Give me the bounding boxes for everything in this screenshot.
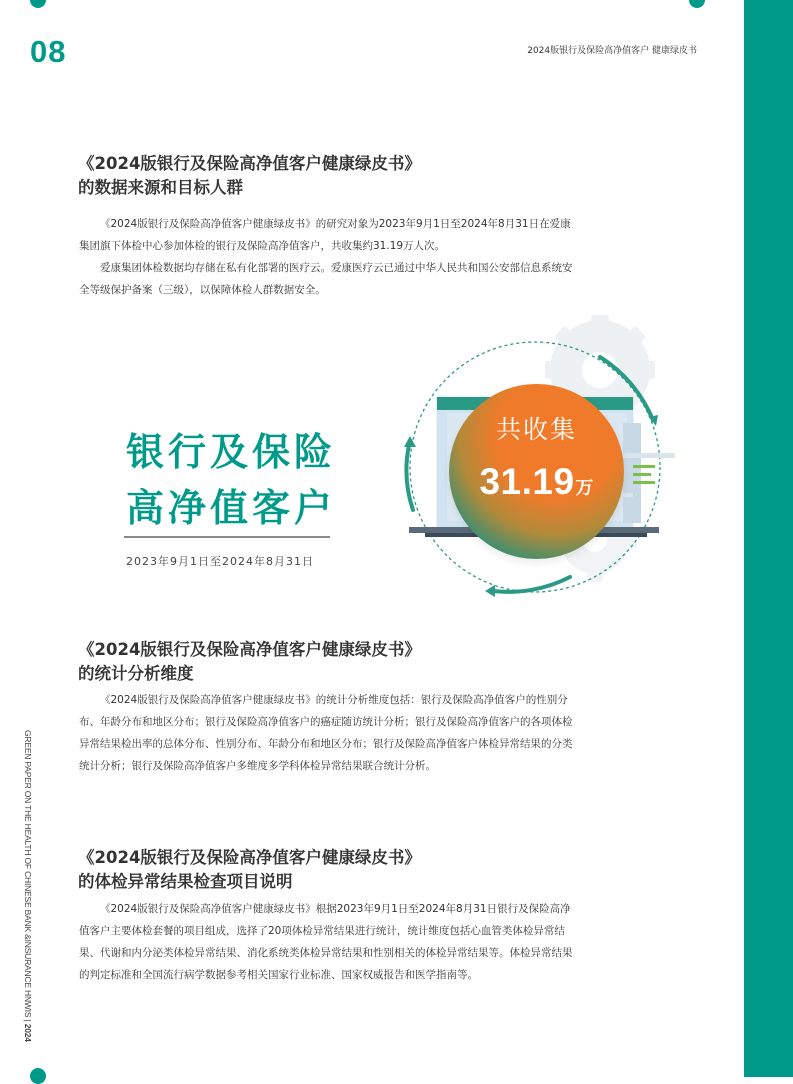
corner-dot-top-left xyxy=(30,0,46,8)
section-1-body xyxy=(79,213,575,301)
section-3-title-line2: 的体检异常结果检查项目说明 xyxy=(78,872,293,891)
hero-date-range: 2023年9月1日至2024年8月31日 xyxy=(126,555,314,568)
decorative-side-bar xyxy=(744,0,793,1077)
section-2-title-line2: 的统计分析维度 xyxy=(78,664,194,683)
corner-dot-bottom-left xyxy=(30,1068,46,1084)
stat-value-number: 31.19 xyxy=(479,461,575,502)
section-1-title-line2: 的数据来源和目标人群 xyxy=(78,178,243,197)
arrow-left-icon xyxy=(406,445,413,510)
hero-divider xyxy=(124,536,330,538)
section-1-title xyxy=(78,152,421,200)
stat-circle-label: 共收集 xyxy=(495,415,577,444)
hero-title-line2: 高净值客户 xyxy=(126,486,337,530)
section-3-title-line1: 《2024版银行及保险高净值客户健康绿皮书》 xyxy=(78,848,421,867)
vertical-caption-text: GREEN PAPER ON THE HEALTH OF CHINESE BANK &INSURANCE HNWIS xyxy=(23,730,33,1018)
section-3-body xyxy=(79,898,575,986)
section-2-body xyxy=(79,689,575,777)
section-1-paragraph: 爱康集团体检数据均存储在私有化部署的医疗云。爱康医疗云已通过中华人民共和国公安部信息系统安全等级保护备案（三级），以保障体检人群数据安全。 xyxy=(79,262,573,296)
corner-dot-top-right xyxy=(689,0,705,8)
running-header: 2024版银行及保险高净值客户 健康绿皮书 xyxy=(527,46,697,56)
section-2-title xyxy=(78,638,421,686)
arrow-bottom-icon xyxy=(493,577,570,592)
vertical-caption-year: 2024 xyxy=(23,1023,33,1042)
section-1-title-line1: 《2024版银行及保险高净值客户健康绿皮书》 xyxy=(78,154,421,173)
section-2-paragraph: 《2024版银行及保险高净值客户健康绿皮书》的统计分析维度包括：银行及保险高净值客户的性别分布、年龄分布和地区分布；银行及保险高净值客户的癌症随访统计分析；银行及保险高净值客户的各项体检异常结果检出率的总体分布、性别分布、年龄分布和地区分布；银行及保险高净值客户体检异常结果的分类统计分析；银行及保险高净值客户多维度多学科体检异常结果联合统计分析。 xyxy=(79,694,573,772)
hero-title-line1: 银行及保险 xyxy=(126,430,337,474)
stat-value-unit: 万 xyxy=(575,478,594,499)
section-3-title xyxy=(78,846,421,894)
page-number: 08 xyxy=(30,34,67,69)
hero-title xyxy=(126,424,356,536)
section-2-title-line1: 《2024版银行及保险高净值客户健康绿皮书》 xyxy=(78,640,421,659)
stat-circle-value xyxy=(449,461,624,503)
section-1-paragraph: 《2024版银行及保险高净值客户健康绿皮书》的研究对象为2023年9月1日至2024年8月31日在爱康集团旗下体检中心参加体检的银行及保险高净值客户，共收集约31.19万人次。 xyxy=(79,218,571,252)
vertical-caption: GREEN PAPER ON THE HEALTH OF CHINESE BANK &INSURANCE HNWIS | 2024 xyxy=(23,730,33,1042)
section-3-paragraph: 《2024版银行及保险高净值客户健康绿皮书》根据2023年9月1日至2024年8月31日银行及保险高净值客户主要体检套餐的项目组成，选择了20项体检异常结果进行统计，统计维度包括心血管类体检异常结果、代谢和内分泌类体检异常结果、消化系统类体检异常结果和性别相关的体检异常结果等。体检异常结果的判定标准和全国流行病学数据参考相关国家行业标准、国家权威报告和医学指南等。 xyxy=(79,903,573,981)
